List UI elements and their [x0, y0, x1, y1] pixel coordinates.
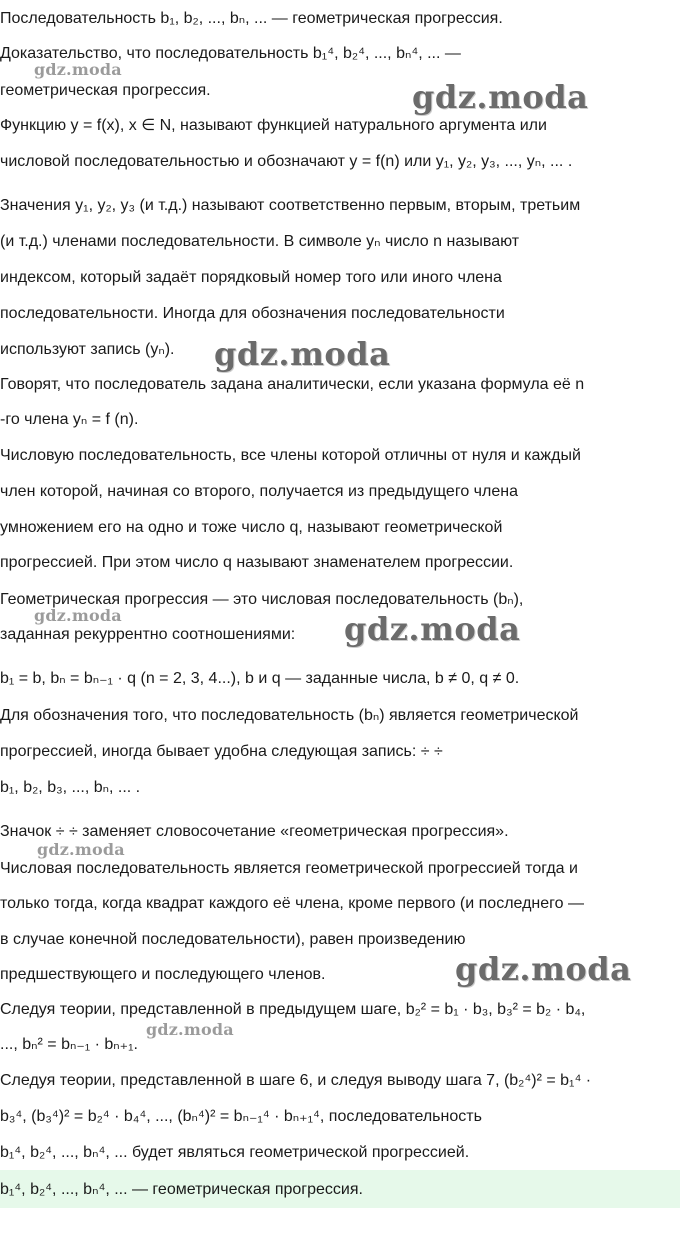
- text-line: -го члена yₙ = f (n).: [0, 411, 139, 428]
- formula-line: b₁⁴, b₂⁴, ..., bₙ⁴, ... будет являться геометрической прогрессией.: [0, 1144, 470, 1161]
- text-line: индексом, который задаёт порядковый номер того или иного члена: [0, 269, 502, 286]
- text-line: Говорят, что последователь задана аналитически, если указана формула её n: [0, 376, 585, 393]
- text-line: заданная рекуррентно соотношениями:: [0, 626, 296, 643]
- text-line: Значок ÷ ÷ заменяет словосочетание «геометрическая прогрессия».: [0, 823, 509, 840]
- text-line: числовой последовательностью и обозначают y = f(n) или y₁, y₂, y₃, ..., yₙ, ... .: [0, 153, 573, 170]
- watermark: gdz.moda: [37, 840, 125, 859]
- text-line: умножением его на одно и тоже число q, называют геометрической: [0, 519, 503, 536]
- text-line: Функцию y = f(x), x ∈ N, называют функцией натурального аргумента или: [0, 117, 547, 134]
- text-line: последовательности. Иногда для обозначения последовательности: [0, 305, 505, 322]
- watermark: gdz.moda: [412, 78, 589, 116]
- text-line: Геометрическая прогрессия — это числовая последовательность (bₙ),: [0, 591, 524, 608]
- watermark: gdz.moda: [34, 60, 122, 79]
- text-line: в случае конечной последовательности), равен произведению: [0, 931, 466, 948]
- formula-line: ..., bₙ² = bₙ₋₁ · bₙ₊₁.: [0, 1036, 138, 1053]
- text-line: член которой, начиная со второго, получается из предыдущего члена: [0, 483, 518, 500]
- formula-line: b₃⁴, (b₃⁴)² = b₂⁴ · b₄⁴, ..., (bₙ⁴)² = bₙ₋₁⁴ · bₙ₊₁⁴, последовательность: [0, 1108, 482, 1125]
- text-line: прогрессией. При этом число q называют знаменателем прогрессии.: [0, 554, 514, 571]
- text-line: Для обозначения того, что последовательность (bₙ) является геометрической: [0, 707, 579, 724]
- text-line: только тогда, когда квадрат каждого её члена, кроме первого (и последнего —: [0, 895, 584, 912]
- watermark: gdz.moda: [34, 606, 122, 625]
- text-line: Числовую последовательность, все члены которой отличны от нуля и каждый: [0, 447, 581, 464]
- watermark: gdz.moda: [146, 1020, 234, 1039]
- formula-line: Следуя теории, представленной в предыдущем шаге, b₂² = b₁ · b₃, b₃² = b₂ · b₄,: [0, 1001, 586, 1018]
- text-line: предшествующего и последующего членов.: [0, 966, 326, 983]
- text-line: Доказательство, что последовательность b₁⁴, b₂⁴, ..., bₙ⁴, ... —: [0, 45, 461, 62]
- formula-line: b₁, b₂, b₃, ..., bₙ, ... .: [0, 779, 141, 796]
- text-line: геометрическая прогрессия.: [0, 82, 211, 99]
- text-line: Значения y₁, y₂, y₃ (и т.д.) называют соответственно первым, вторым, третьим: [0, 197, 581, 214]
- watermark: gdz.moda: [344, 610, 521, 648]
- text-line: используют запись (yₙ).: [0, 341, 175, 358]
- text-line: Последовательность b₁, b₂, ..., bₙ, ... — геометрическая прогрессия.: [0, 10, 503, 27]
- text-line: прогрессией, иногда бывает удобна следующая запись: ÷ ÷: [0, 743, 443, 760]
- answer-text: b₁⁴, b₂⁴, ..., bₙ⁴, ... — геометрическая прогрессия.: [0, 1181, 363, 1198]
- watermark: gdz.moda: [455, 950, 632, 988]
- formula-line: b₁ = b, bₙ = bₙ₋₁ · q (n = 2, 3, 4...), b и q — заданные числа, b ≠ 0, q ≠ 0.: [0, 670, 520, 687]
- text-line: Числовая последовательность является геометрической прогрессией тогда и: [0, 860, 578, 877]
- formula-line: Следуя теории, представленной в шаге 6, и следуя выводу шага 7, (b₂⁴)² = b₁⁴ ·: [0, 1072, 592, 1089]
- watermark: gdz.moda: [214, 335, 391, 373]
- text-line: (и т.д.) членами последовательности. В символе yₙ число n называют: [0, 233, 520, 250]
